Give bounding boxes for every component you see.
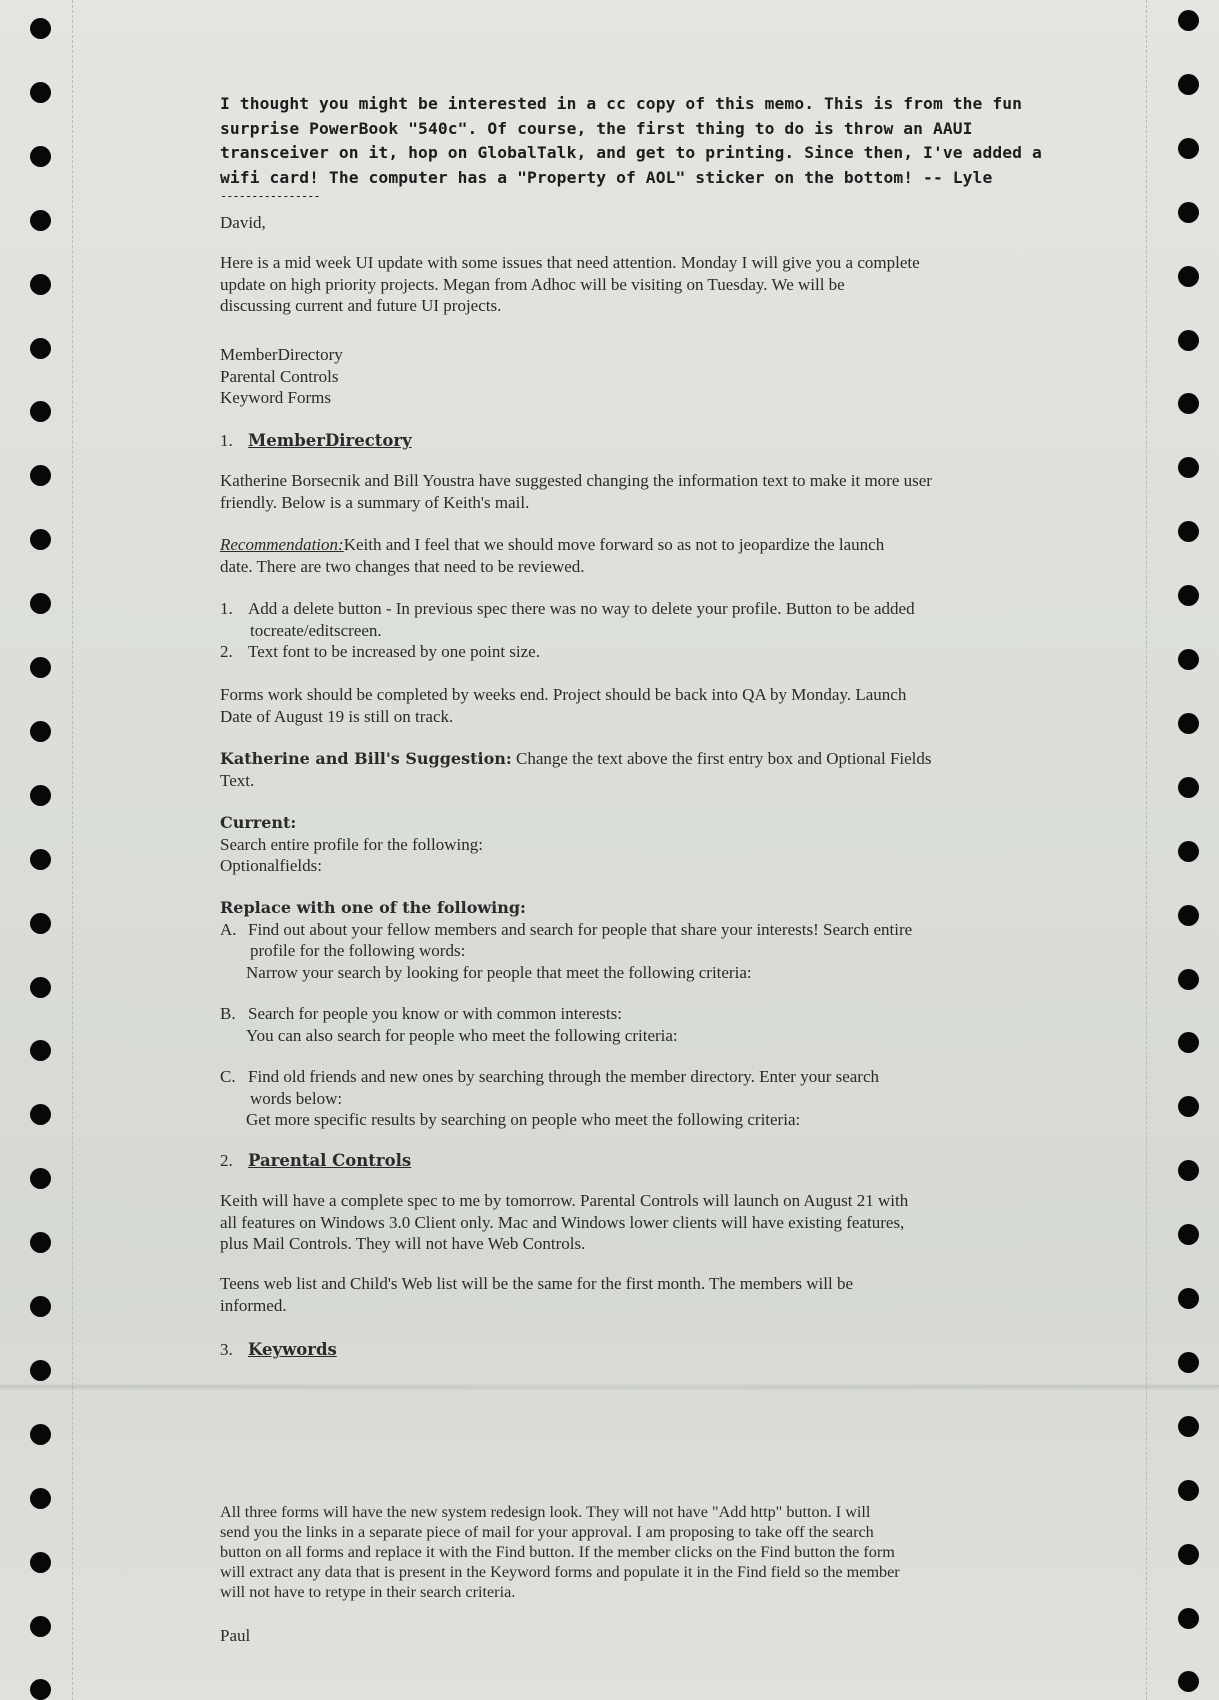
tractor-hole (1178, 905, 1199, 926)
tractor-hole (1178, 138, 1199, 159)
tractor-hole (30, 1232, 51, 1253)
tractor-hole (30, 274, 51, 295)
paragraph-line: all features on Windows 3.0 Client only. Mac and Windows lower clients will have existing features, (220, 1212, 905, 1232)
salutation (220, 212, 1020, 234)
tractor-hole (30, 1488, 51, 1509)
paragraph-line: All three forms will have the new system redesign look. They will not have "Add http" button. I will (220, 1503, 871, 1521)
topic-item: Parental Controls (220, 366, 339, 386)
section-title: Parental Controls (248, 1151, 412, 1170)
section-2-paragraph-2 (220, 1273, 1020, 1316)
option-line: Search for people you know or with common interests: (248, 1004, 622, 1023)
recommendation-text: Keith and I feel that we should move forward so as not to jeopardize the launch (343, 535, 885, 554)
section-number: 1. (220, 431, 233, 450)
paragraph-line: friendly. Below is a summary of Keith's mail. (220, 492, 530, 512)
tractor-hole (1178, 649, 1199, 670)
tractor-hole (1178, 521, 1199, 542)
intro-line: discussing current and future UI projects. (220, 296, 502, 315)
memo-body (220, 0, 1042, 1700)
topic-list (220, 344, 1020, 409)
section-title: Keywords (248, 1340, 337, 1359)
right-perforation-line (1146, 0, 1147, 1700)
section-3-heading (220, 1339, 1020, 1361)
section-1-heading (220, 430, 1020, 452)
tractor-hole (1178, 713, 1199, 734)
paragraph-line: will not have to retype in their search criteria. (220, 1583, 516, 1601)
paragraph-line: informed. (220, 1295, 287, 1315)
section-1-paragraph (220, 470, 1020, 513)
tractor-hole (1178, 841, 1199, 862)
tractor-hole (1178, 1608, 1199, 1629)
signature-text: Paul (220, 1626, 251, 1645)
topic-item: MemberDirectory (220, 345, 343, 364)
cover-note-line: surprise PowerBook "540c". Of course, the first thing to do is throw an AAUI (220, 118, 973, 138)
cover-note-line: transceiver on it, hop on GlobalTalk, and get to printing. Since then, I've added a (220, 143, 1042, 162)
tractor-hole (30, 1168, 51, 1189)
option-line: words below: (250, 1088, 343, 1108)
current-text (220, 812, 1020, 877)
recommendation-label: Recommendation: (220, 535, 344, 554)
intro-line: Here is a mid week UI update with some issues that need attention. Monday I will give you a complete (220, 253, 920, 272)
option-line: You can also search for people who meet the following criteria: (246, 1025, 678, 1045)
paragraph-line: send you the links in a separate piece of mail for your approval. I am proposing to take off the search (220, 1523, 874, 1541)
tractor-hole (1178, 1160, 1199, 1181)
tractor-hole (1178, 1096, 1199, 1117)
tractor-hole (30, 1616, 51, 1637)
option-line: Find out about your fellow members and search for people that share your interests! Search entire (248, 919, 913, 939)
list-item: Add a delete button - In previous spec there was no way to delete your profile. Button to be added (248, 599, 915, 618)
tractor-hole (30, 977, 51, 998)
paragraph-line: will extract any data that is present in the Keyword forms and populate it in the Find field so the member (220, 1563, 900, 1581)
tractor-hole (1178, 777, 1199, 798)
signature (220, 1625, 1020, 1647)
suggestion-label: Katherine and Bill's Suggestion: (220, 749, 512, 768)
tractor-hole (1178, 1480, 1199, 1501)
option-line: Find old friends and new ones by searching through the member directory. Enter your search (248, 1067, 880, 1086)
tractor-hole (30, 1552, 51, 1573)
tractor-hole (1178, 457, 1199, 478)
tractor-hole (1178, 1224, 1199, 1245)
cover-note-separator: ---------------- (220, 189, 320, 203)
tractor-hole (30, 338, 51, 359)
salutation-text: David, (220, 213, 266, 232)
tractor-hole (30, 1296, 51, 1317)
replace-label: Replace with one of the following: (220, 898, 526, 917)
tractor-hole (1178, 1032, 1199, 1053)
current-label: Current: (220, 813, 297, 832)
list-item: Text font to be increased by one point size. (248, 642, 540, 661)
section-2-paragraph (220, 1190, 1020, 1255)
tractor-hole (30, 465, 51, 486)
paragraph-line: Forms work should be completed by weeks end. Project should be back into QA by Monday. Launch (220, 685, 907, 704)
tractor-hole (30, 1679, 51, 1700)
section-2-heading (220, 1150, 1020, 1172)
tractor-hole (1178, 1352, 1199, 1373)
paragraph-line: Keith will have a complete spec to me by tomorrow. Parental Controls will launch on August 21 with (220, 1191, 909, 1210)
paragraph-line: button on all forms and replace it with the Find button. If the member clicks on the Find button the form (220, 1543, 895, 1561)
option-letter: A. (220, 919, 237, 939)
intro-paragraph (220, 252, 1020, 317)
list-number: 2. (220, 642, 233, 661)
tractor-hole (1178, 202, 1199, 223)
tractor-hole (30, 913, 51, 934)
section-number: 3. (220, 1340, 233, 1359)
tractor-hole (1178, 74, 1199, 95)
left-perforation-line (72, 0, 73, 1700)
option-b (220, 1003, 1020, 1046)
cover-note-line: wifi card! The computer has a "Property of AOL" sticker on the bottom! -- Lyle (220, 167, 993, 187)
changes-list (220, 598, 1020, 663)
current-line: Search entire profile for the following: (220, 834, 483, 854)
tractor-hole (1178, 1544, 1199, 1565)
option-line: profile for the following words: (250, 941, 466, 960)
tractor-hole (1178, 266, 1199, 287)
tractor-hole (1178, 969, 1199, 990)
suggestion-text: Change the text above the first entry box and Optional Fields (511, 749, 932, 768)
paragraph-line: Date of August 19 is still on track. (220, 706, 454, 726)
current-line: Optionalfields: (220, 856, 322, 875)
intro-line: update on high priority projects. Megan from Adhoc will be visiting on Tuesday. We will be (220, 274, 845, 294)
tractor-hole (1178, 330, 1199, 351)
tractor-hole (1178, 10, 1199, 31)
tractor-hole (30, 82, 51, 103)
tractor-hole (30, 1104, 51, 1125)
option-letter: B. (220, 1004, 236, 1023)
option-line: Get more specific results by searching on people who meet the following criteria: (246, 1110, 801, 1129)
paragraph-line: Teens web list and Child's Web list will be the same for the first month. The members will be (220, 1274, 854, 1293)
tractor-hole (30, 1040, 51, 1061)
tractor-hole (1178, 1288, 1199, 1309)
tractor-hole (1178, 1416, 1199, 1437)
recommendation (220, 534, 1020, 577)
list-item-cont: tocreate/editscreen. (250, 620, 382, 640)
tractor-hole (30, 401, 51, 422)
tractor-hole (30, 1360, 51, 1381)
tractor-hole (30, 1424, 51, 1445)
tractor-hole (30, 593, 51, 614)
paragraph-line: plus Mail Controls. They will not have Web Controls. (220, 1234, 586, 1253)
tractor-hole (30, 785, 51, 806)
tractor-hole (30, 529, 51, 550)
tractor-hole (30, 849, 51, 870)
section-3-paragraph (220, 1502, 1020, 1602)
section-number: 2. (220, 1151, 233, 1170)
tractor-hole (1178, 393, 1199, 414)
replacement-options (220, 897, 1020, 983)
option-line: Narrow your search by looking for people that meet the following criteria: (246, 962, 752, 982)
list-number: 1. (220, 599, 233, 618)
section-title: MemberDirectory (248, 431, 412, 450)
tractor-hole (30, 146, 51, 167)
topic-item: Keyword Forms (220, 388, 331, 407)
suggestion-text: Text. (220, 770, 255, 790)
tractor-hole (1178, 1671, 1199, 1692)
paragraph-line: Katherine Borsecnik and Bill Youstra have suggested changing the information text to make it more user (220, 471, 932, 490)
tractor-hole (30, 18, 51, 39)
option-c (220, 1066, 1020, 1131)
recommendation-text: date. There are two changes that need to be reviewed. (220, 556, 585, 576)
tractor-hole (30, 657, 51, 678)
tractor-hole (1178, 585, 1199, 606)
option-letter: C. (220, 1067, 236, 1086)
forms-paragraph (220, 684, 1020, 727)
tractor-hole (30, 210, 51, 231)
suggestion (220, 748, 1020, 791)
tractor-hole (30, 721, 51, 742)
cover-note-line: I thought you might be interested in a cc copy of this memo. This is from the fun (220, 94, 1023, 113)
